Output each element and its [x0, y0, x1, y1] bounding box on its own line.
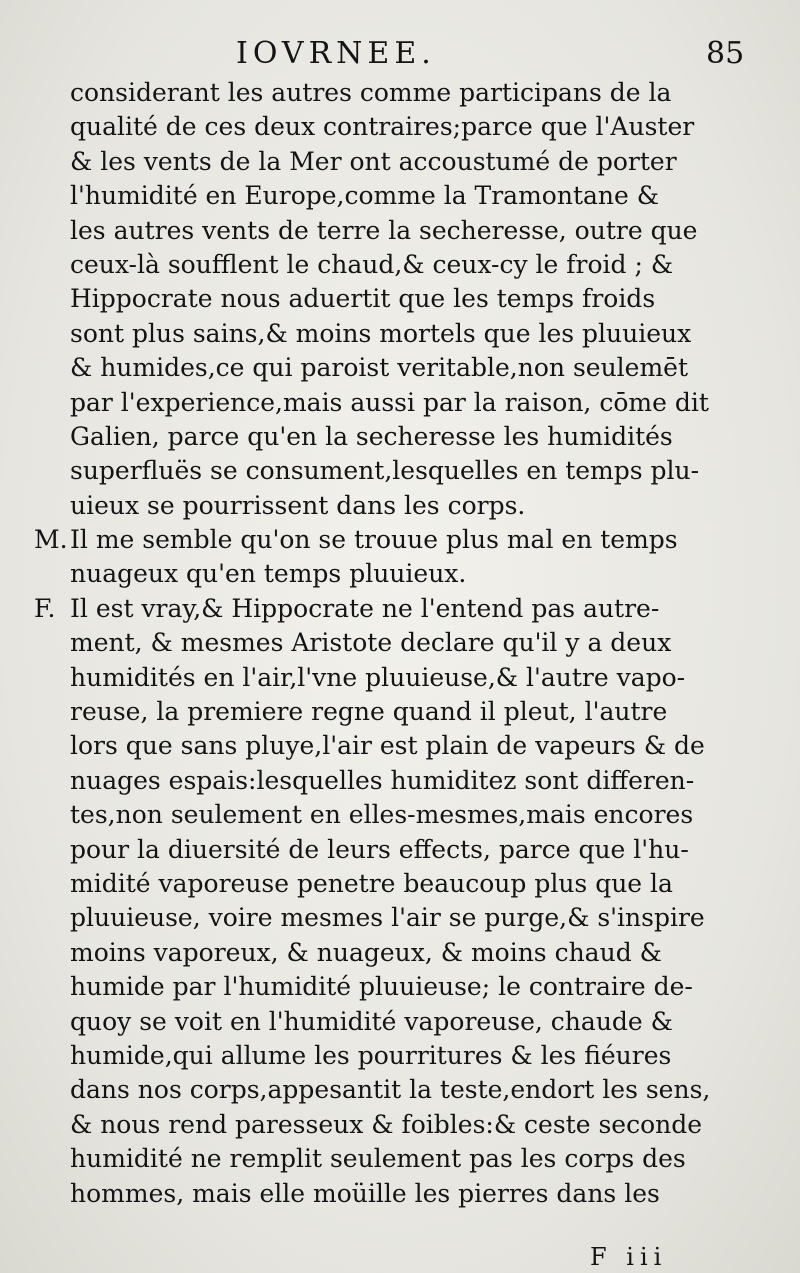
text-line [28, 1005, 728, 1039]
line-text: quoy se voit en l'humidité vaporeuse, chaude & [70, 1006, 673, 1036]
line-text: nuageux qu'en temps pluuieux. [70, 559, 467, 589]
line-text: lors que sans pluye,l'air est plain de vapeurs & de [70, 731, 705, 761]
text-line [28, 145, 728, 179]
line-text: les autres vents de terre la secheresse, outre que [70, 215, 698, 245]
text-line [28, 76, 728, 110]
line-text: moins vaporeux, & nuageux, & moins chaud & [70, 937, 662, 967]
text-line [28, 282, 728, 316]
line-text: & nous rend paresseux & foibles:& ceste seconde [70, 1109, 703, 1139]
text-line [28, 1177, 728, 1211]
text-line [28, 351, 728, 385]
body-text [28, 76, 728, 1211]
page-header [0, 34, 800, 74]
text-line [28, 248, 728, 282]
text-line [28, 1073, 728, 1107]
text-line [28, 489, 728, 523]
line-text: dans nos corps,appesantit la teste,endort les sens, [70, 1075, 711, 1105]
text-line [28, 695, 728, 729]
line-text: midité vaporeuse penetre beaucoup plus que la [70, 868, 673, 898]
line-text: pour la diuersité de leurs effects, parce que l'hu- [70, 834, 689, 864]
line-text: superfluës se consument,lesquelles en temps plu- [70, 456, 700, 486]
text-line [28, 1039, 728, 1073]
speaker-label: F. [34, 593, 56, 623]
text-line [28, 626, 728, 660]
text-line [28, 523, 728, 557]
text-line [28, 110, 728, 144]
line-text: par l'experience,mais aussi par la raison, cōme dit [70, 387, 709, 417]
text-line [28, 214, 728, 248]
text-line [28, 936, 728, 970]
line-text: & les vents de la Mer ont accoustumé de porter [70, 146, 677, 176]
line-text: humide par l'humidité pluuieuse; le contraire de- [70, 972, 693, 1002]
text-line [28, 764, 728, 798]
running-title: IOVRNEE. [236, 36, 436, 71]
line-text: ment, & mesmes Aristote declare qu'il y a deux [70, 628, 672, 658]
text-line [28, 179, 728, 213]
line-text: humidité ne remplit seulement pas les corps des [70, 1144, 686, 1174]
text-line [28, 798, 728, 832]
text-line [28, 970, 728, 1004]
line-text: hommes, mais elle moüille les pierres dans les [70, 1178, 660, 1208]
text-line [28, 592, 728, 626]
line-text: considerant les autres comme participans de la [70, 78, 672, 107]
text-line [28, 833, 728, 867]
line-text: reuse, la premiere regne quand il pleut, l'autre [70, 697, 668, 727]
text-line [28, 901, 728, 935]
line-text: ceux-là soufflent le chaud,& ceux-cy le froid ; & [70, 249, 674, 279]
line-text: humidités en l'air,l'vne pluuieuse,& l'autre vapo- [70, 662, 686, 692]
line-text: Il me semble qu'on se trouue plus mal en temps [70, 525, 678, 555]
page-number: 85 [706, 36, 745, 71]
signature-mark: F iii [590, 1243, 668, 1271]
text-line [28, 454, 728, 488]
line-text: uieux se pourrissent dans les corps. [70, 490, 526, 520]
line-text: & humides,ce qui paroist veritable,non seulemēt [70, 353, 689, 383]
text-line [28, 557, 728, 591]
text-line [28, 1142, 728, 1176]
text-line [28, 867, 728, 901]
line-text: pluuieuse, voire mesmes l'air se purge,& s'inspire [70, 903, 705, 933]
text-line [28, 1108, 728, 1142]
speaker-label: M. [34, 525, 68, 555]
text-line [28, 386, 728, 420]
text-line [28, 729, 728, 763]
line-text: qualité de ces deux contraires;parce que l'Auster [70, 112, 695, 142]
line-text: tes,non seulement en elles-mesmes,mais encores [70, 800, 694, 830]
text-line [28, 317, 728, 351]
line-text: Hippocrate nous aduertit que les temps froids [70, 284, 656, 314]
line-text: sont plus sains,& moins mortels que les pluuieux [70, 318, 692, 348]
text-line [28, 420, 728, 454]
line-text: Galien, parce qu'en la secheresse les humidités [70, 421, 673, 451]
text-line [28, 661, 728, 695]
line-text: Il est vray,& Hippocrate ne l'entend pas autre- [70, 593, 660, 623]
line-text: nuages espais:lesquelles humiditez sont differen- [70, 765, 695, 795]
line-text: l'humidité en Europe,comme la Tramontane & [70, 181, 659, 211]
line-text: humide,qui allume les pourritures & les fiéures [70, 1040, 672, 1070]
